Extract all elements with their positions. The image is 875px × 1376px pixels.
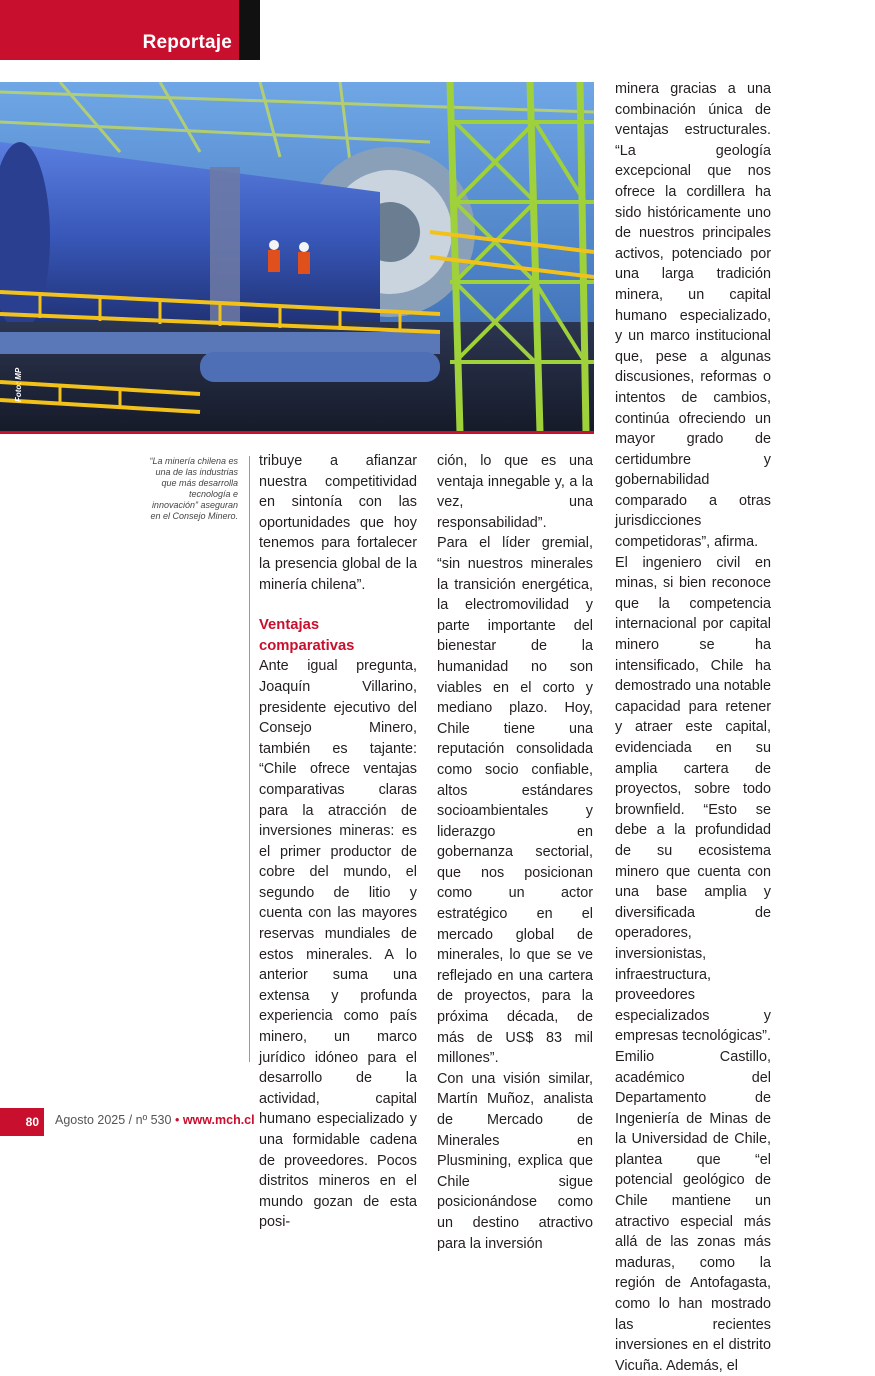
column-3 — [615, 79, 771, 1376]
footer-url-link[interactable]: www.mch.cl — [182, 1113, 255, 1127]
col2-paragraph-1: ción, lo que es una ventaja innegable y, a la vez, una responsabilidad”. — [437, 453, 593, 531]
caption-divider — [249, 456, 250, 1062]
column-1 — [259, 451, 417, 1233]
col1-paragraph-1: tribuye a afianzar nuestra competitividad en sintonía con las oportunidades que hoy tenemos para fortalecer la presencia global de la minería chilena”. — [259, 453, 417, 593]
photo-caption: “La minería chilena es una de las industrias que más desarrolla tecnología e innovación” aseguran en el Consejo Minero. — [149, 456, 238, 521]
col2-paragraph-2: Para el líder gremial, “sin nuestros minerales la transición energética, la electromovilidad y parte importante del bienestar de la humanidad no son viables en el corto y mediano plazo. Hoy, Chile tiene una reputación consolidada como socio confiable, altos estándares socioambientales y liderazgo en gobernanza sectorial, que nos posicionan como un actor estratégico en el mercado global de minerales, lo que se ve reflejado en una cartera de proyectos, para la próxima década, de más de US$ 83 mil millones”. — [437, 535, 593, 1067]
col3-paragraph-3: Emilio Castillo, académico del Departamento de Ingeniería de Minas de la Universidad de Chile, plantea que “el potencial geológico de Chile mantiene un atractivo especial más allá de las zonas más maduras, como la región de Antofagasta, como lo han mostrado las recientes inversiones en el distrito Vicuña. Además, el — [615, 1048, 771, 1374]
footer-issue: Agosto 2025 / nº 530 — [55, 1113, 172, 1127]
column-2 — [437, 451, 593, 1254]
article-photo — [0, 82, 594, 432]
photo-credit: Foto: MP — [14, 367, 23, 402]
col3-paragraph-2: El ingeniero civil en minas, si bien reconoce que la competencia internacional por capital minero se ha intensificado, Chile ha demostrado una notable capacidad para retener y atraer este capital, evidenciada en su amplia cartera de proyectos, sobre todo brownfield. “Esto se debe a la profundidad de su ecosistema minero que cuenta con una base amplia y diversificada de operadores, inversionistas, infraestructura, proveedores especializados y empresas tecnológicas”. — [615, 554, 771, 1045]
footer-bullet: • — [174, 1113, 180, 1127]
page-number: 80 — [0, 1108, 44, 1136]
col2-paragraph-3: Con una visión similar, Martín Muñoz, analista de Mercado de Minerales en Plusmining, explica que Chile sigue posicionándose como un destino atractivo para la inversión — [437, 1070, 593, 1252]
section-label: Reportaje — [142, 32, 232, 53]
col3-paragraph-1: minera gracias a una combinación única de ventajas estructurales. “La geología excepcional que nos ofrece la cordillera ha sido históricamente uno de nuestros principales activos, potenciado por una larga tradición minera, un capital humano especializado, y un marco institucional que, pese a algunas discusiones, reformas o intentos de cambios, continúa ofreciendo un mayor grado de certidumbre y gobernabilidad comparado a otras jurisdicciones competidoras”, afirma. — [615, 81, 771, 551]
photo-bottom-rule — [0, 431, 594, 434]
col1-paragraph-2: Ante igual pregunta, Joaquín Villarino, presidente ejecutivo del Consejo Minero, también es tajante: “Chile ofrece ventajas comparativas claras para la atracción de inversiones mineras: es el primer productor de cobre del mundo, el segundo de litio y cuenta con las mayores reservas mundiales de estos minerales. A lo anterior suma una extensa y profunda experiencia como país minero, un marco jurídico idóneo para el desarrollo de la actividad, capital humano especializado y una formidable cadena de proveedores. Pocos distritos mineros en el mundo gozan de esta posi- — [259, 658, 417, 1231]
footer-issue-line — [55, 1113, 255, 1127]
section-tab-shadow — [239, 0, 260, 60]
subheading-ventajas: Ventajas comparativas — [259, 617, 355, 654]
mill-illustration — [0, 82, 594, 432]
